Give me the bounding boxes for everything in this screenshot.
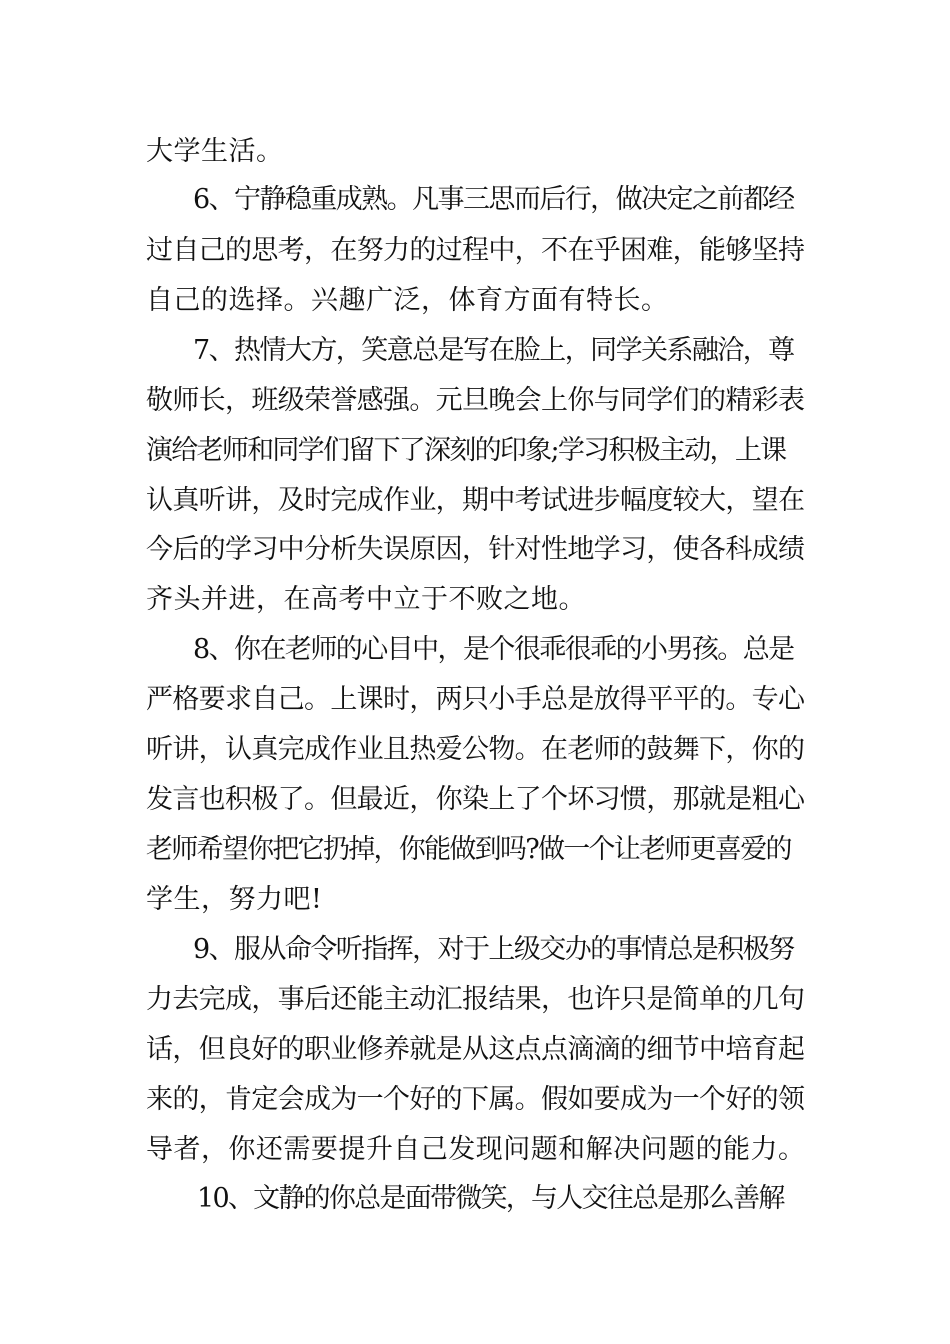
item-9-first-line: 9、服从命令听指挥，对于上级交办的事情总是积极努 bbox=[193, 934, 794, 965]
item-6-first-line: 6、宁静稳重成熟。凡事三思而后行，做决定之前都经 bbox=[193, 184, 794, 215]
item-10-first-line: 10、文静的你总是面带微笑，与人交往总是那么善解 bbox=[197, 1183, 784, 1214]
text-line: 严格要求自己。上课时，两只小手总是放得平平的。专心 bbox=[146, 684, 805, 715]
text-line: 过自己的思考，在努力的过程中，不在乎困难，能够坚持 bbox=[146, 235, 805, 266]
text-line: 大学生活。 bbox=[146, 136, 284, 167]
text-line: 发言也积极了。但最近，你染上了个坏习惯，那就是粗心 bbox=[146, 784, 805, 815]
text-line: 学生，努力吧! bbox=[146, 884, 323, 915]
text-line: 演给老师和同学们留下了深刻的印象;学习积极主动，上课 bbox=[146, 435, 786, 466]
text-line: 来的，肯定会成为一个好的下属。假如要成为一个好的领 bbox=[146, 1084, 805, 1115]
text-line: 力去完成，事后还能主动汇报结果，也许只是简单的几句 bbox=[146, 984, 805, 1015]
text-line: 今后的学习中分析失误原因，针对性地学习，使各科成绩 bbox=[146, 534, 805, 565]
text-line: 听讲，认真完成作业且热爱公物。在老师的鼓舞下，你的 bbox=[146, 734, 805, 765]
text-line: 敬师长，班级荣誉感强。元旦晚会上你与同学们的精彩表 bbox=[146, 385, 805, 416]
text-line: 导者，你还需要提升自己发现问题和解决问题的能力。 bbox=[146, 1134, 806, 1165]
item-7-first-line: 7、热情大方，笑意总是写在脸上，同学关系融洽，尊 bbox=[193, 335, 794, 366]
text-line: 认真听讲，及时完成作业，期中考试进步幅度较大，望在 bbox=[146, 485, 805, 516]
text-line: 老师希望你把它扔掉，你能做到吗?做一个让老师更喜爱的 bbox=[146, 834, 791, 865]
text-line: 话，但良好的职业修养就是从这点点滴滴的细节中培育起 bbox=[146, 1034, 805, 1065]
item-8-first-line: 8、你在老师的心目中，是个很乖很乖的小男孩。总是 bbox=[193, 634, 794, 665]
text-line: 齐头并进，在高考中立于不败之地。 bbox=[146, 584, 586, 615]
text-line: 自己的选择。兴趣广泛，体育方面有特长。 bbox=[146, 285, 669, 316]
